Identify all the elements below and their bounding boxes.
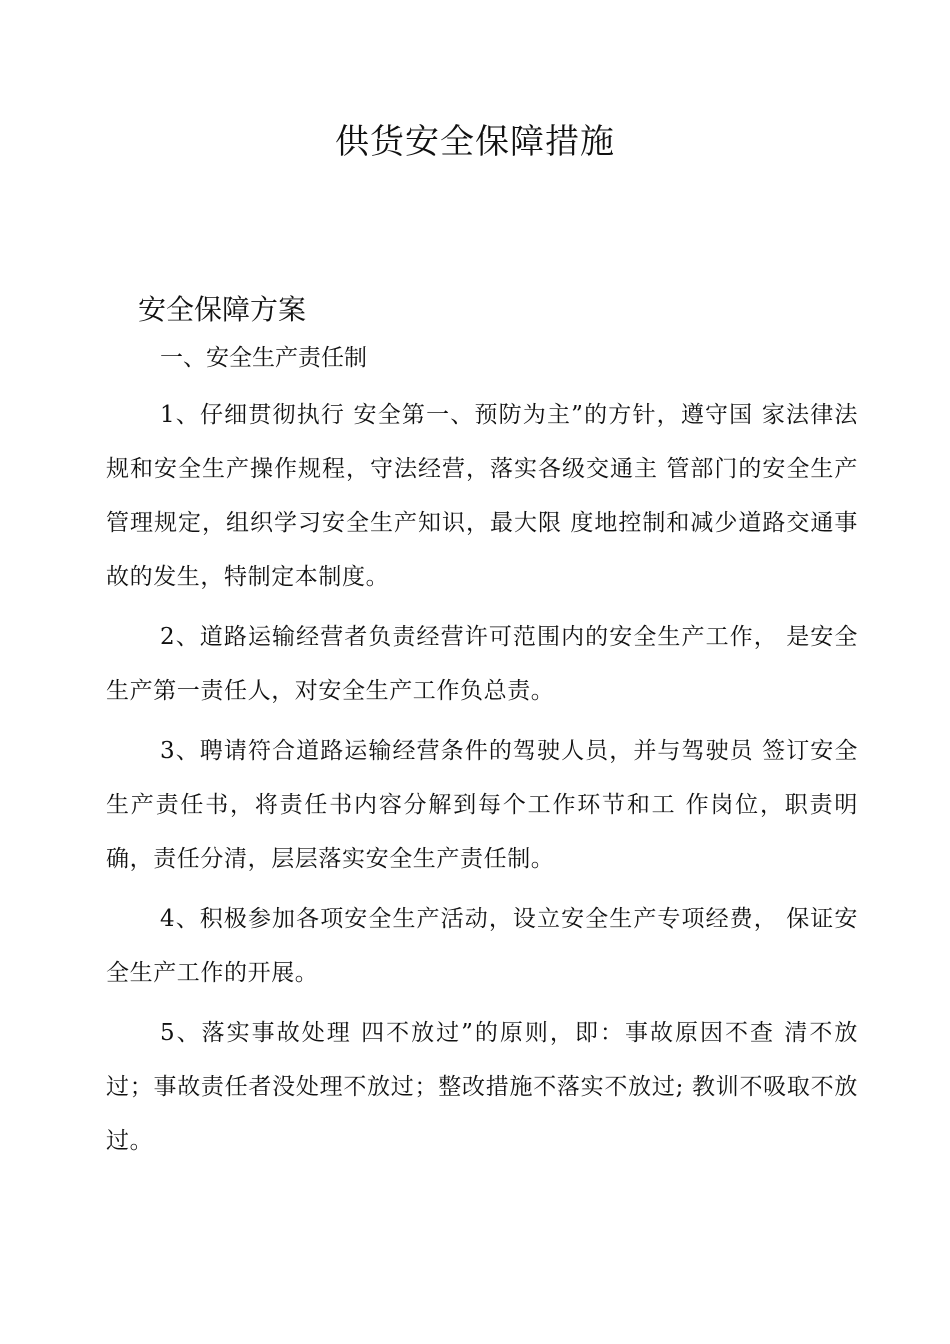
paragraph-1: 1、仔细贯彻执行 安全第一、预防为主”的方针，遵守国 家法律法规和安全生产操作规程，守法经营，落实各级交通主 管部门的安全生产管理规定，组织学习安全生产知识，最大限 度地控制和减少道路交通事故的发生，特制定本制度。	[106, 402, 858, 590]
paragraph-3: 3、聘请符合道路运输经营条件的驾驶人员，并与驾驶员 签订安全生产责任书，将责任书内容分解到每个工作环节和工 作岗位，职责明确，责任分清，层层落实安全生产责任制。	[106, 738, 858, 872]
subheading: 一、安全生产责任制	[160, 345, 367, 371]
paragraph-4: 4、积极参加各项安全生产活动，设立安全生产专项经费， 保证安全生产工作的开展。	[106, 906, 858, 986]
section-heading: 安全保障方案	[138, 293, 307, 326]
page-title: 供货安全保障措施	[335, 122, 615, 162]
paragraph-5: 5、落实事故处理 四不放过”的原则，即：事故原因不查 清不放过；事故责任者没处理不放过；整改措施不落实不放过; 教训不吸取不放过。	[106, 1020, 858, 1154]
paragraph-2: 2、道路运输经营者负责经营许可范围内的安全生产工作， 是安全生产第一责任人，对安全生产工作负总责。	[106, 624, 858, 704]
document-body	[106, 388, 858, 1174]
